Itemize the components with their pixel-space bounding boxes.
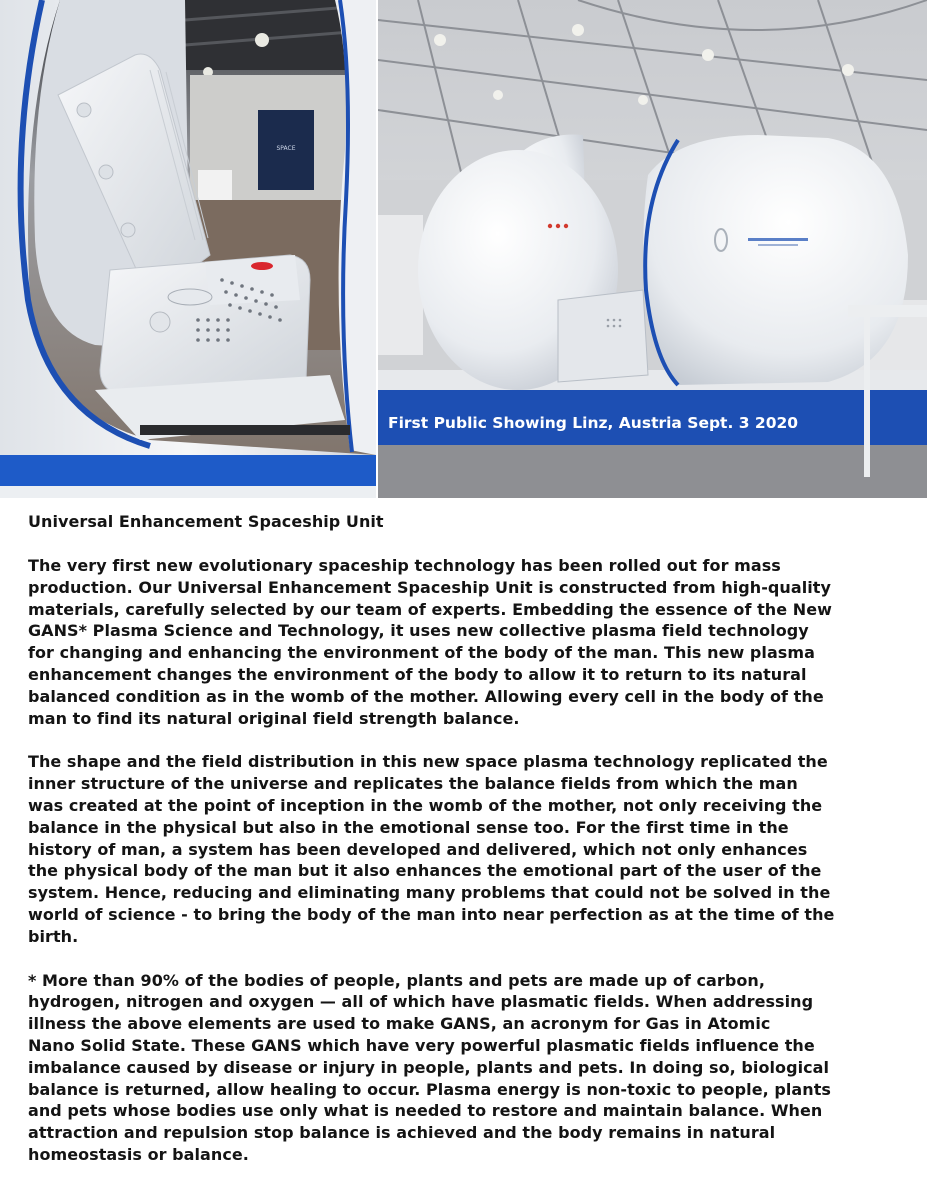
pod-exterior-photo [378, 0, 927, 498]
pod-interior-photo [0, 0, 376, 498]
article [28, 508, 908, 1166]
article-title: Universal Enhancement Spaceship Unit [28, 512, 384, 531]
article-footnote: * More than 90% of the bodies of people, plants and pets are made up of carbon, hydrogen, nitrogen and oxygen — all of which have plasmatic fields. When addressing illness the above elements are used to make GANS, an acronym for Gas in Atomic Nano Solid State. These GANS which have very powerful plasmatic fields influence the imbalance caused by disease or injury in people, plants and pets. In doing so, biological balance is returned, allow healing to occur. Plasma energy is non-toxic to people, plants and pets whose bodies use only what is needed to restore and maintain balance. When attraction and repulsion stop balance is achieved and the body remains in natural homeostasis or balance. [28, 970, 831, 1164]
photo-caption: First Public Showing Linz, Austria Sept. 3 2020 [388, 414, 799, 432]
article-paragraph-1: The very first new evolutionary spaceship technology has been rolled out for mass production. Our Universal Enhancement Spaceship Unit is constructed from high-quality materials, carefully selected by our team of experts. Embedding the essence of the New GANS* Plasma Science and Technology, it uses new collective plasma field technology for changing and enhancing the environment of the body of the man. This new plasma enhancement changes the environment of the body to allow it to return to its natural balanced condition as in the womb of the mother. Allowing every cell in the body of the man to find its natural original field strength balance. [28, 556, 832, 728]
article-paragraph-2: The shape and the field distribution in this new space plasma technology replicated the inner structure of the universe and replicates the balance fields from which the man was created at the point of inception in the womb of the mother, not only receiving the balance in the physical but also in the emotional sense too. For the first time in the history of man, a system has been developed and delivered, which not only enhances the physical body of the man but it also enhances the emotional part of the user of the system. Hence, reducing and eliminating many problems that could not be solved in the world of science - to bring the body of the man into near perfection as at the time of the birth. [28, 752, 835, 946]
svg-text:SPACE: SPACE [276, 145, 296, 152]
pod-interior-image [0, 0, 376, 498]
photo-strip [0, 0, 927, 498]
